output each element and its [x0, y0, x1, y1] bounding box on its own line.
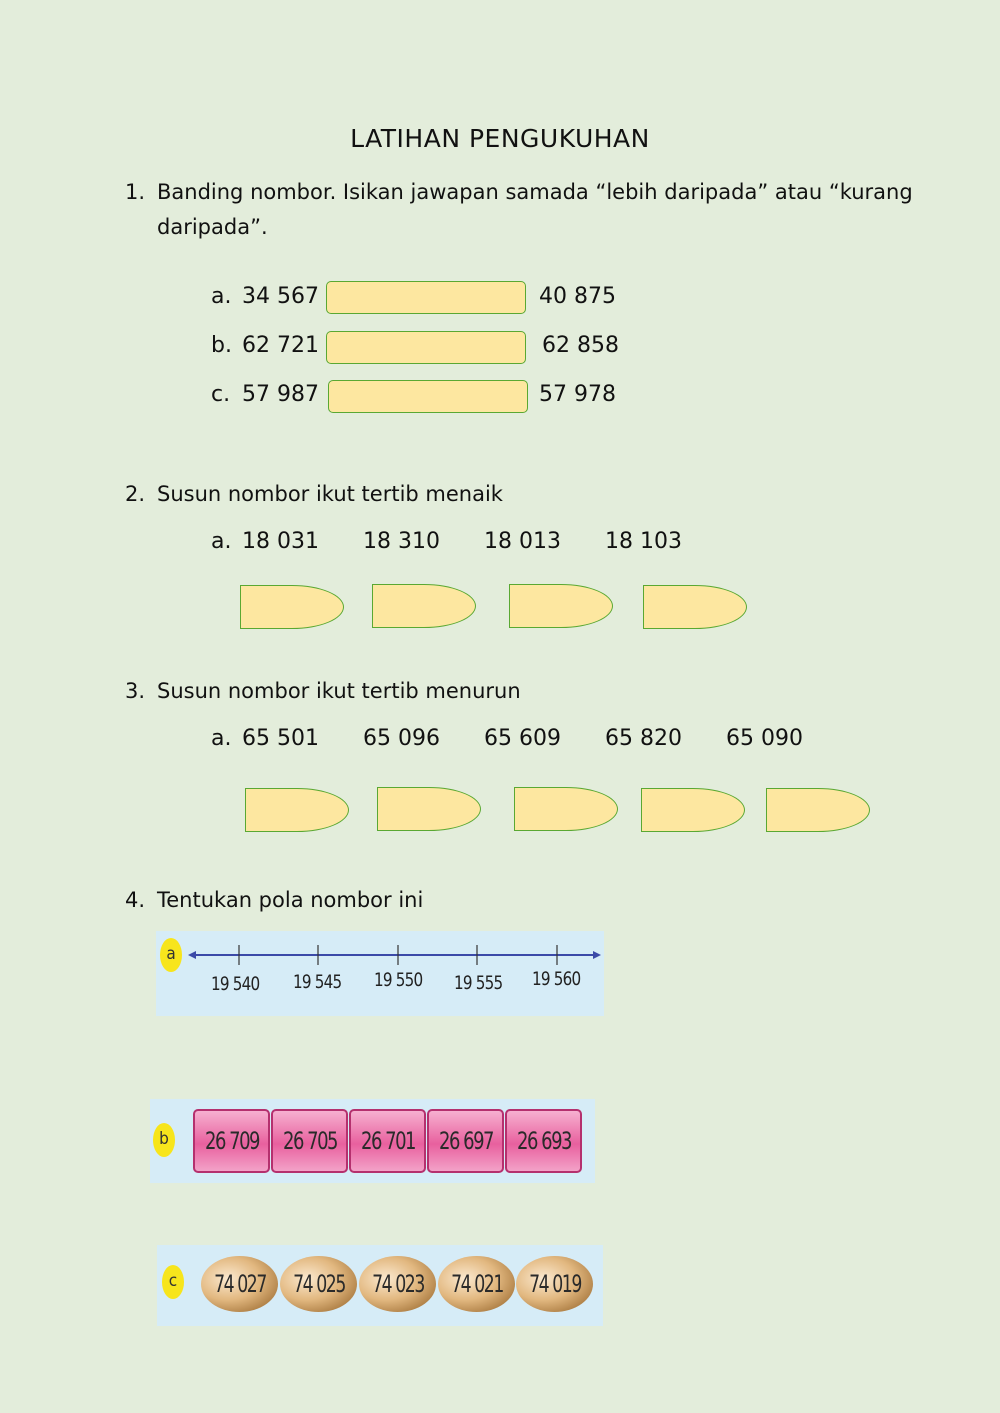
q4c-egg-5: [516, 1256, 593, 1312]
q1a-right-number: 40 875: [539, 284, 616, 309]
q1-text-line1: Banding nombor. Isikan jawapan samada “lebih daripada” atau “kurang: [157, 180, 913, 204]
q4c-value-2: 74 025: [292, 1270, 345, 1298]
q4b-value-4: 26 697: [438, 1127, 493, 1155]
q4b-value-1: 26 709: [204, 1127, 259, 1155]
q1a-left-number: 34 567: [242, 284, 319, 309]
q3-letter: a.: [211, 726, 232, 751]
q1b-left-number: 62 721: [242, 333, 319, 358]
q4b-box-2: [271, 1109, 348, 1173]
q1c-right-number: 57 978: [539, 382, 616, 407]
q4a-tick-label-5: 19 560: [532, 968, 581, 990]
q4a-tick-label-4: 19 555: [454, 972, 503, 994]
q4c-value-1: 74 027: [213, 1270, 266, 1298]
q4-text: Tentukan pola nombor ini: [157, 888, 424, 912]
q1b-right-number: 62 858: [542, 333, 619, 358]
q2-answer-slot-2[interactable]: [372, 584, 476, 628]
q1a-answer-box[interactable]: [326, 281, 526, 314]
q1b-letter: b.: [211, 333, 232, 358]
q1c-answer-box[interactable]: [328, 380, 528, 413]
q3-number-2: 65 096: [363, 726, 440, 751]
q3-number-4: 65 820: [605, 726, 682, 751]
q2-number-1: 18 031: [242, 529, 319, 554]
q4c-value-3: 74 023: [371, 1270, 424, 1298]
q4b-value-5: 26 693: [516, 1127, 571, 1155]
q4a-tick-label-2: 19 545: [293, 971, 342, 993]
q2-letter: a.: [211, 529, 232, 554]
q4c-value-5: 74 019: [528, 1270, 581, 1298]
q3-number-5: 65 090: [726, 726, 803, 751]
q2-text: Susun nombor ikut tertib menaik: [157, 482, 503, 506]
q3-text: Susun nombor ikut tertib menurun: [157, 679, 521, 703]
q2-number-4: 18 103: [605, 529, 682, 554]
q1c-left-number: 57 987: [242, 382, 319, 407]
q2-number: 2.: [125, 482, 146, 506]
q3-number-1: 65 501: [242, 726, 319, 751]
q4c-egg-1: [201, 1256, 278, 1312]
page-title: LATIHAN PENGUKUHAN: [350, 124, 650, 153]
q3-number: 3.: [125, 679, 146, 703]
q4c-egg-3: [359, 1256, 436, 1312]
q3-number-3: 65 609: [484, 726, 561, 751]
q4b-box-3: [349, 1109, 426, 1173]
q3-answer-slot-5[interactable]: [766, 788, 870, 832]
q4b-box-4: [427, 1109, 504, 1173]
q2-answer-slot-1[interactable]: [240, 585, 344, 629]
q4b-value-3: 26 701: [360, 1127, 415, 1155]
q3-answer-slot-3[interactable]: [514, 787, 618, 831]
q4a-number-line-strip: [156, 931, 604, 1016]
q4a-tick-label-1: 19 540: [211, 973, 260, 995]
q3-answer-slot-1[interactable]: [245, 788, 349, 832]
q4b-box-1: [193, 1109, 270, 1173]
q4b-badge: b: [153, 1123, 175, 1157]
q2-number-2: 18 310: [363, 529, 440, 554]
q1-number: 1.: [125, 180, 146, 204]
q1a-letter: a.: [211, 284, 232, 309]
q1c-letter: c.: [211, 382, 231, 407]
q4b-value-2: 26 705: [282, 1127, 337, 1155]
q4c-badge: c: [162, 1265, 184, 1299]
q2-answer-slot-3[interactable]: [509, 584, 613, 628]
q4a-badge: a: [160, 938, 182, 972]
q2-number-3: 18 013: [484, 529, 561, 554]
q1b-answer-box[interactable]: [326, 331, 526, 364]
q2-answer-slot-4[interactable]: [643, 585, 747, 629]
q4a-tick-label-3: 19 550: [374, 969, 423, 991]
q4c-value-4: 74 021: [450, 1270, 503, 1298]
q4b-box-5: [505, 1109, 582, 1173]
q4c-strip: [157, 1245, 603, 1326]
q4c-egg-4: [438, 1256, 515, 1312]
q3-answer-slot-2[interactable]: [377, 787, 481, 831]
q4-number: 4.: [125, 888, 146, 912]
q4c-egg-2: [280, 1256, 357, 1312]
q3-answer-slot-4[interactable]: [641, 788, 745, 832]
q1-text-line2: daripada”.: [157, 215, 268, 239]
q4b-strip: [150, 1099, 595, 1183]
